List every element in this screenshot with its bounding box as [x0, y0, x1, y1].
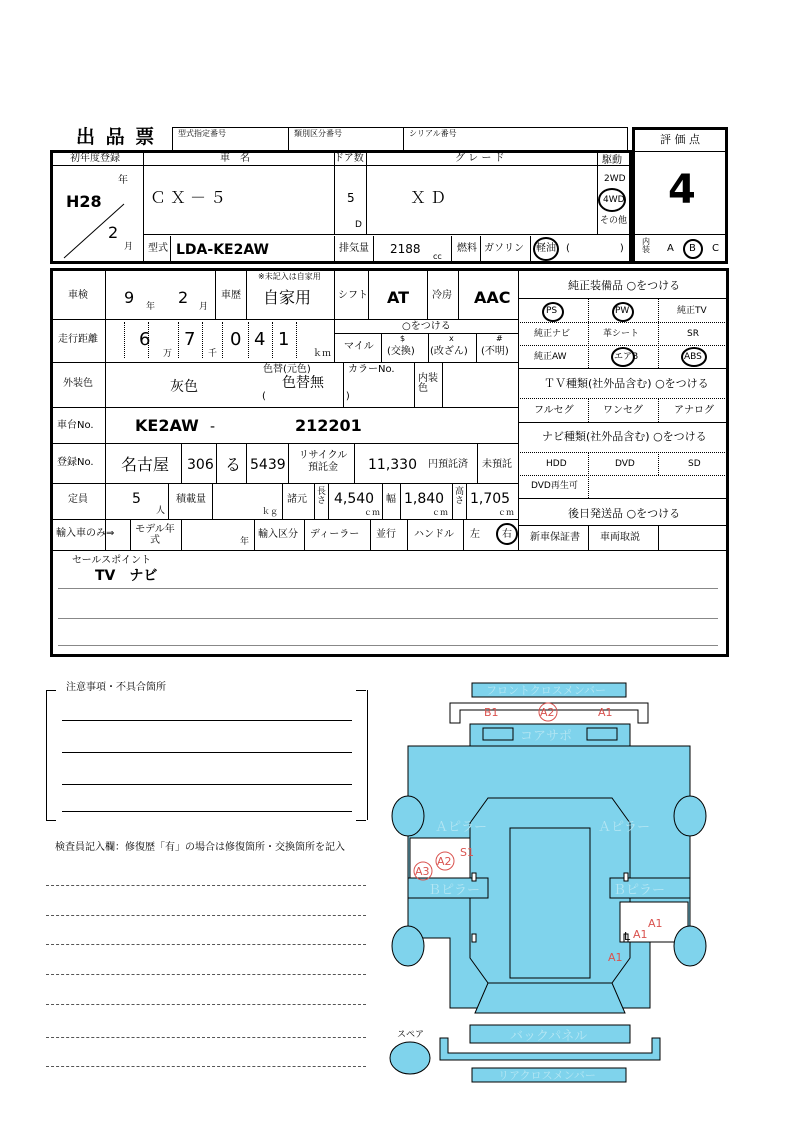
recycle-unpaid: 未預託 — [482, 459, 512, 470]
width-value: 1,840 — [404, 491, 445, 507]
equip-item: SR — [687, 329, 699, 339]
spare-tire — [390, 1042, 430, 1074]
repaint-value: 色替無 — [282, 375, 324, 391]
wheel-front-right — [674, 796, 706, 836]
mark-a1-top: A1 — [598, 706, 613, 719]
navi-dvd: DVD再生可 — [531, 481, 578, 491]
mileage-man-unit: 万 — [163, 349, 173, 359]
mileage-digit: 0 — [230, 329, 242, 350]
navi-title: ナビ種類(社外品含む) ○をつける — [542, 430, 707, 443]
b-pillar-left-label: Ｂピラー — [428, 883, 481, 898]
interior-color-label: 内装色 — [418, 373, 438, 394]
equip-item: PS — [546, 306, 558, 316]
tv-item: アナログ — [674, 405, 714, 416]
capacity-value: 5 — [132, 491, 141, 507]
interior-label: 内装 — [642, 237, 650, 254]
reg-label: 登録No. — [57, 457, 94, 468]
sales-point-text: TV ナビ — [95, 568, 158, 584]
header-code-box — [172, 127, 628, 151]
recycle-label: リサイクル預託金 — [298, 450, 348, 473]
a-pillar-left-label: Ａピラー — [435, 820, 488, 835]
roof — [510, 828, 590, 978]
mark-s1: S1 — [460, 846, 474, 859]
navi-item: DVD — [615, 459, 635, 469]
first-reg-label: 初年度登録 — [70, 153, 120, 164]
import-label: 輸入車のみ⇒ — [56, 528, 115, 539]
caution-label: 注意事項・不具合箇所 — [66, 682, 166, 693]
first-reg-era: H28 — [66, 192, 102, 211]
inspection-label: 車検 — [68, 290, 88, 301]
mark-a1-right2: A1 — [633, 928, 648, 941]
doors-unit: D — [355, 220, 362, 230]
recycle-amount: 11,330 — [368, 457, 417, 473]
a-pillar-right-label: Ａピラー — [598, 820, 651, 835]
length-label: 長さ — [317, 487, 327, 506]
mileage-mark-note: ○をつける — [402, 321, 451, 332]
body-diagram — [380, 678, 720, 1088]
car-name-label: 車 名 — [220, 153, 250, 164]
doors-value: 5 — [347, 191, 355, 205]
navi-item: SD — [688, 459, 701, 469]
mileage-exchange: (交換) — [387, 346, 415, 357]
chassis-dash: - — [210, 419, 216, 435]
reg-area: 名古屋 — [121, 455, 170, 474]
mark-a3: A3 — [415, 865, 430, 878]
model-year-label: モデル年式 — [135, 524, 175, 546]
trunk — [475, 983, 625, 1013]
mileage-unknown: (不明) — [481, 346, 509, 357]
inspector-label: 検査員記入欄：修復歴「有」の場合は修復箇所・交換箇所を記入 — [55, 842, 345, 853]
drive-label: 駆動 — [602, 155, 622, 166]
history-value: 自家用 — [263, 288, 312, 307]
mark-b1: B1 — [484, 706, 499, 719]
grade-label: グ レ ー ド — [455, 153, 505, 164]
height-label: 高さ — [455, 487, 465, 506]
equip-item: エアB — [614, 352, 639, 362]
mileage-digit: 7 — [184, 329, 196, 350]
displacement-unit: cc — [433, 252, 442, 261]
shift-value: AT — [387, 288, 410, 307]
interior-a: A — [667, 243, 674, 254]
serial-label: シリアル番号 — [409, 129, 457, 138]
displacement-label: 排気量 — [339, 243, 369, 254]
drive-other: その他 — [600, 216, 628, 226]
model-value: LDA-KE2AW — [176, 242, 269, 258]
mileage-digit: 4 — [254, 329, 266, 350]
import-parallel: 並行 — [376, 529, 396, 540]
chassis-prefix: KE2AW — [135, 416, 199, 435]
first-reg-month: 2 — [108, 223, 119, 242]
handle-right: 右 — [502, 529, 512, 540]
reg-class: 306 — [187, 457, 214, 473]
model-label: 型式 — [148, 243, 168, 254]
interior-b: B — [689, 243, 696, 254]
wheel-front-left — [392, 796, 424, 836]
category-label: 類別区分番号 — [294, 129, 342, 138]
width-label: 幅 — [386, 494, 396, 505]
equip-item: PW — [615, 306, 630, 316]
mileage-label: 走行距離 — [58, 334, 98, 345]
inspection-year-unit: 年 — [146, 302, 156, 312]
after-item: 新車保証書 — [530, 532, 580, 543]
capacity-label: 定員 — [68, 494, 88, 505]
inspection-year: 9 — [124, 288, 135, 307]
sheet-title: 出 品 票 — [76, 126, 157, 148]
load-label: 積載量 — [176, 494, 206, 505]
chassis-number: 212201 — [295, 416, 362, 435]
mileage-digit: 1 — [278, 329, 290, 350]
mileage-tamper: (改ざん) — [430, 346, 468, 357]
mark-a1-rear: A1 — [608, 951, 623, 964]
mileage-km-unit: ｋｍ — [313, 349, 332, 359]
width-unit: ｃｍ — [432, 508, 448, 517]
model-year-unit: 年 — [240, 537, 250, 547]
tv-item: フルセグ — [534, 405, 574, 416]
fuel-diesel: 軽油 — [536, 243, 556, 254]
history-label: 車歴 — [221, 290, 241, 301]
after-item: 車両取説 — [600, 532, 640, 543]
equip-item: 革シート — [603, 329, 640, 339]
navi-item: HDD — [546, 459, 567, 469]
recycle-paid: 円預託済 — [428, 459, 468, 470]
drive-4wd: 4WD — [603, 195, 625, 205]
color-no-label: カラーNo. — [348, 364, 395, 375]
length-value: 4,540 — [334, 491, 375, 507]
sales-point-label: セールスポイント — [72, 555, 152, 566]
length-unit: ｃｍ — [364, 508, 380, 517]
color-value: 灰色 — [170, 379, 198, 395]
shift-label: シフト — [338, 290, 368, 301]
capacity-unit: 人 — [156, 506, 166, 516]
handle-left: 左 — [470, 529, 480, 540]
core-support-label: コアサポ — [520, 729, 573, 744]
car-name: ＣＸ－５ — [150, 188, 231, 207]
import-dealer: ディーラー — [310, 529, 360, 540]
displacement-value: 2188 — [390, 242, 421, 256]
color-label: 外装色 — [63, 378, 93, 389]
ac-value: AAC — [474, 288, 511, 307]
b-pillar-right-label: Ｂピラー — [613, 883, 666, 898]
import-type-label: 輸入区分 — [258, 529, 298, 540]
mark-a2-left: A2 — [437, 855, 452, 868]
back-panel-label: バックパネル — [510, 1029, 588, 1044]
grade-value: ＸＤ — [410, 188, 451, 207]
fuel-other: ( ) — [566, 243, 624, 254]
mileage-tamper-sym: x — [449, 334, 454, 343]
mark-a2-top: A2 — [540, 706, 555, 719]
first-reg-slash — [62, 200, 132, 262]
load-unit: ｋｇ — [262, 507, 278, 516]
equip-item: 純正ナビ — [534, 329, 571, 339]
chassis-label: 車台No. — [57, 420, 94, 431]
fuel-label: 燃料 — [457, 243, 477, 254]
height-unit: ｃｍ — [498, 508, 514, 517]
mileage-mile: マイル — [344, 341, 374, 352]
wheel-rear-right — [674, 926, 706, 966]
reg-kana: る — [225, 455, 242, 474]
score-label: 評 価 点 — [660, 133, 700, 146]
dims-label: 諸元 — [287, 494, 307, 505]
mark-a1-right: A1 — [648, 917, 663, 930]
mileage-exchange-sym: $ — [400, 334, 406, 343]
mark-l: L — [624, 930, 631, 943]
mileage-digit: 6 — [139, 329, 151, 350]
after-title: 後日発送品 ○をつける — [568, 507, 681, 520]
year-unit: 年 — [118, 175, 128, 186]
wheel-rear-left — [392, 926, 424, 966]
tv-title: ＴＶ種類(社外品含む) ○をつける — [544, 377, 709, 390]
inspection-month: 2 — [178, 288, 189, 307]
mileage-sen-unit: 千 — [208, 349, 218, 359]
month-unit: 月 — [124, 242, 134, 252]
reg-number: 5439 — [250, 457, 286, 473]
equipment-title: 純正装備品 ○をつける — [568, 279, 681, 292]
rear-cross-label: リアクロスメンバー — [498, 1069, 596, 1082]
type-cert-label: 型式指定番号 — [178, 129, 226, 138]
repaint-label: 色替(元色) — [263, 364, 311, 375]
ac-label: 冷房 — [432, 290, 452, 301]
equip-item: 純正AW — [534, 352, 567, 362]
caution-box — [46, 690, 368, 820]
history-note: ※未記入は自家用 — [258, 272, 321, 281]
height-value: 1,705 — [470, 491, 511, 507]
front-cross-label: フロントクロスメンバー — [486, 684, 607, 697]
repaint-paren: ( ) — [262, 391, 350, 402]
equip-item: ABS — [684, 352, 702, 362]
score-value: 4 — [668, 167, 696, 213]
handle-label: ハンドル — [414, 529, 454, 540]
tv-item: ワンセグ — [603, 405, 643, 416]
mileage-unknown-sym: # — [496, 334, 503, 343]
spare-label: スペア — [397, 1030, 425, 1040]
doors-label: ドア数 — [334, 153, 364, 164]
fuel-gasoline: ガソリン — [484, 243, 524, 254]
interior-c: C — [712, 243, 719, 254]
inspection-month-unit: 月 — [199, 302, 209, 312]
drive-2wd: 2WD — [604, 174, 626, 184]
equip-item: 純正TV — [677, 306, 707, 316]
